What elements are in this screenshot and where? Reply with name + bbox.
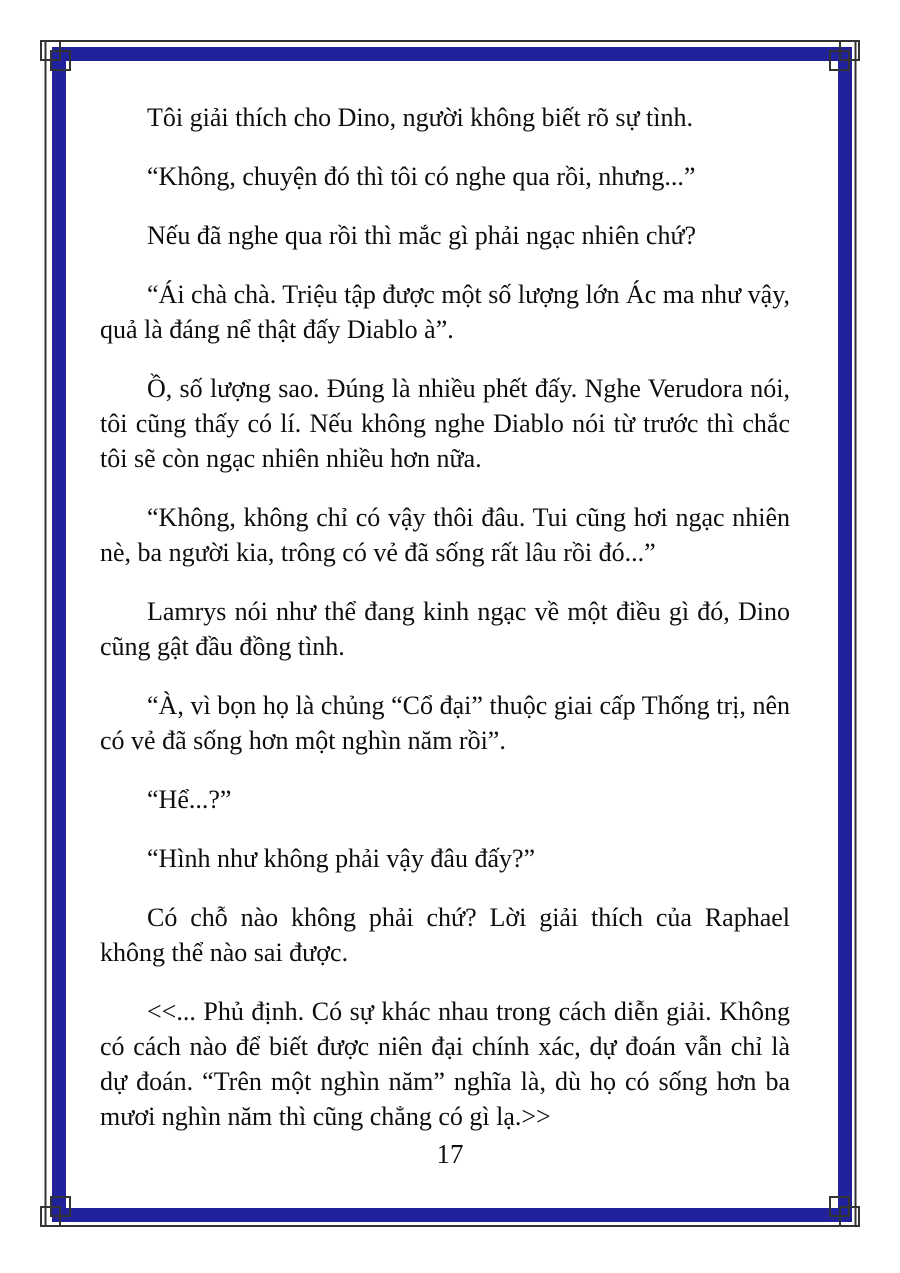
paragraph: Tôi giải thích cho Dino, người không biết rõ sự tình. [147,103,693,132]
paragraph: Có chỗ nào không phải chứ? Lời giải thích của Raphael không thể nào sai được. [100,903,790,967]
page-text [100,100,790,1158]
paragraph: “Hể...?” [147,785,232,814]
paragraph: <<... Phủ định. Có sự khác nhau trong cách diễn giải. Không có cách nào để biết được niên đại chính xác, dự đoán vẫn chỉ là dự đoán. “Trên một nghìn năm” nghĩa là, dù họ có sống hơn ba mươi nghìn năm thì cũng chẳng có gì lạ.>> [100,997,790,1131]
paragraph: Nếu đã nghe qua rồi thì mắc gì phải ngạc nhiên chứ? [147,221,697,250]
paragraph: “Ái chà chà. Triệu tập được một số lượng lớn Ác ma như vậy, quả là đáng nể thật đấy Diablo à”. [100,280,790,344]
paragraph: “Không, chuyện đó thì tôi có nghe qua rồi, nhưng...” [147,162,696,191]
paragraph: “Hình như không phải vậy đâu đấy?” [147,844,536,873]
paragraph: Lamrys nói như thể đang kinh ngạc về một điều gì đó, Dino cũng gật đầu đồng tình. [100,597,790,661]
page-number: 17 [436,1139,464,1169]
paragraph: “À, vì bọn họ là chủng “Cổ đại” thuộc giai cấp Thống trị, nên có vẻ đã sống hơn một nghìn năm rồi”. [100,691,790,755]
paragraph: “Không, không chỉ có vậy thôi đâu. Tui cũng hơi ngạc nhiên nè, ba người kia, trông có vẻ đã sống rất lâu rồi đó...” [100,503,790,567]
paragraph: Ồ, số lượng sao. Đúng là nhiều phết đấy. Nghe Verudora nói, tôi cũng thấy có lí. Nếu không nghe Diablo nói từ trước thì chắc tôi sẽ còn ngạc nhiên nhiều hơn nữa. [100,374,790,473]
